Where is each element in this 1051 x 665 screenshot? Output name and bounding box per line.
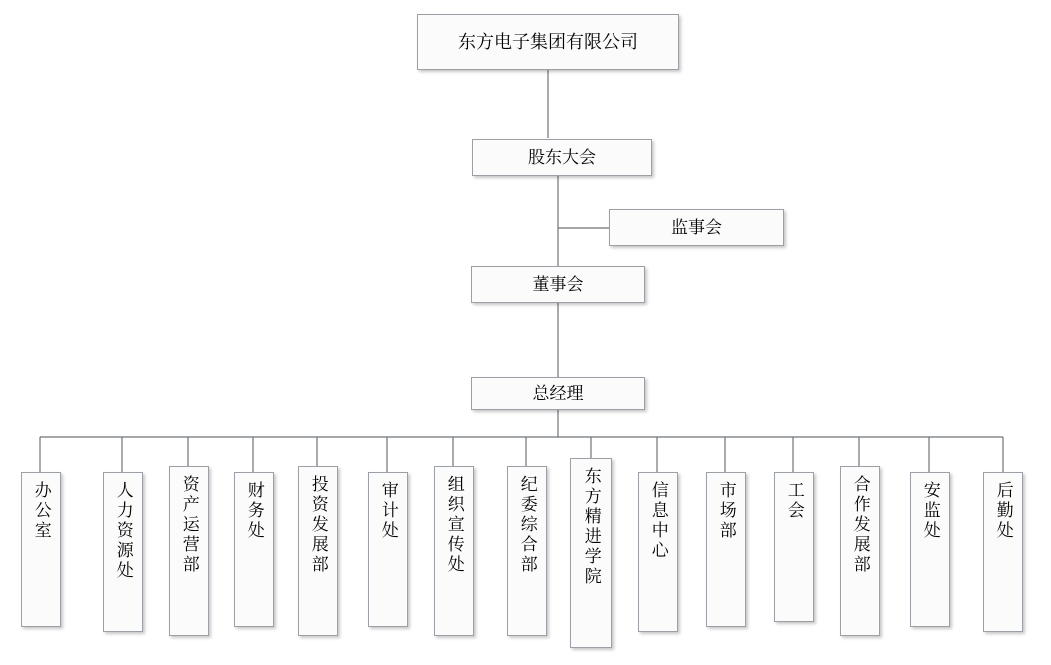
node-department-label: 后勤处 <box>993 481 1013 541</box>
node-department[interactable] <box>983 472 1023 632</box>
node-general-manager[interactable] <box>471 377 645 410</box>
node-department-label: 资产运营部 <box>179 475 199 575</box>
node-department-label: 审计处 <box>378 481 398 541</box>
node-department[interactable] <box>706 472 746 627</box>
node-department[interactable] <box>103 472 143 632</box>
node-department[interactable] <box>434 466 474 636</box>
node-department-label: 合作发展部 <box>850 475 870 575</box>
node-shareholders-meeting-label: 股东大会 <box>528 147 596 167</box>
node-department-label: 投资发展部 <box>308 475 328 575</box>
node-company[interactable] <box>417 14 679 70</box>
node-department-label: 东方精进学院 <box>581 467 601 587</box>
node-department-label: 人力资源处 <box>113 481 133 581</box>
node-department-label: 市场部 <box>716 481 736 541</box>
node-department[interactable] <box>169 466 209 636</box>
node-department-label: 组织宣传处 <box>444 475 464 575</box>
node-department-label: 信息中心 <box>648 481 668 561</box>
node-department-label: 办公室 <box>31 481 51 541</box>
node-shareholders-meeting[interactable] <box>472 139 652 176</box>
node-department[interactable] <box>234 472 274 627</box>
node-department[interactable] <box>21 472 61 627</box>
node-company-label: 东方电子集团有限公司 <box>458 31 638 52</box>
node-department[interactable] <box>368 472 408 627</box>
node-department[interactable] <box>507 466 547 636</box>
node-department[interactable] <box>298 466 338 636</box>
node-department[interactable] <box>910 472 950 627</box>
node-board-of-directors[interactable] <box>471 266 645 303</box>
node-board-of-supervisors-label: 监事会 <box>671 217 722 237</box>
node-department-label: 安监处 <box>920 481 940 541</box>
node-board-of-supervisors[interactable] <box>609 209 784 246</box>
node-board-of-directors-label: 董事会 <box>532 274 584 294</box>
node-department-label: 财务处 <box>244 481 264 541</box>
node-general-manager-label: 总经理 <box>532 383 584 403</box>
node-department-label: 纪委综合部 <box>517 475 537 575</box>
node-department-label: 工会 <box>784 481 804 521</box>
node-department[interactable] <box>638 472 678 632</box>
node-department[interactable] <box>774 472 814 622</box>
node-department[interactable] <box>840 466 880 636</box>
node-department[interactable] <box>570 458 612 648</box>
